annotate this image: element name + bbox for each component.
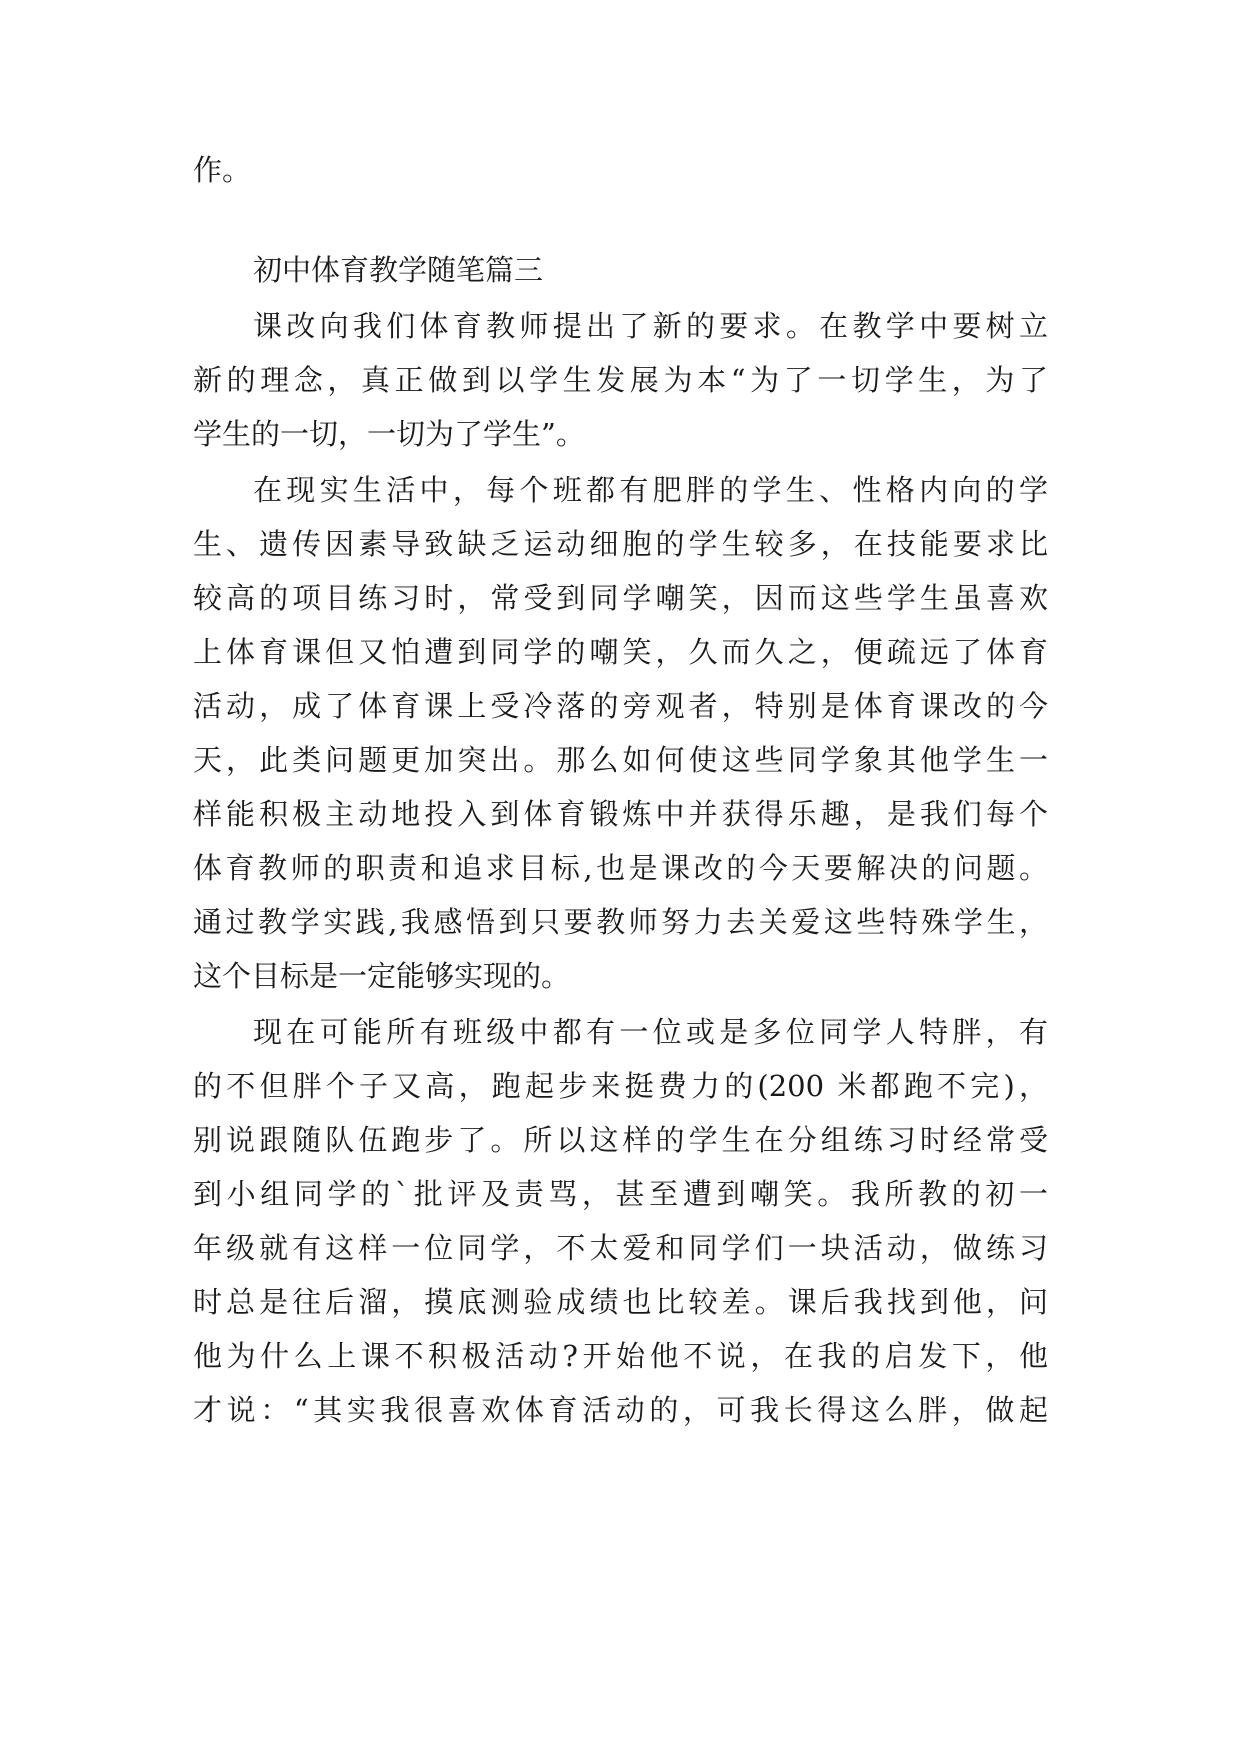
text-line: 新的理念，真正做到以学生发展为本“为了一切学生，为了 <box>193 363 1048 397</box>
section-heading: 初中体育教学随笔篇三 <box>253 253 544 287</box>
text-line: 时总是往后溜，摸底测验成绩也比较差。课后我找到他，问 <box>193 1285 1048 1319</box>
text-line: 才说：“其实我很喜欢体育活动的，可我长得这么胖，做起 <box>193 1393 1048 1427</box>
text-line: 作。 <box>193 153 252 187</box>
text-line: 上体育课但又怕遭到同学的嘲笑，久而久之，便疏远了体育 <box>193 635 1048 669</box>
text-line: 体育教师的职责和追求目标,也是课改的今天要解决的问题。 <box>193 851 1048 885</box>
text-line: 年级就有这样一位同学，不太爱和同学们一块活动，做练习 <box>193 1231 1048 1265</box>
text-line: 通过教学实践,我感悟到只要教师努力去关爱这些特殊学生， <box>193 905 1048 939</box>
text-line: 较高的项目练习时，常受到同学嘲笑，因而这些学生虽喜欢 <box>193 581 1048 615</box>
text-line: 到小组同学的`批评及责骂，甚至遭到嘲笑。我所教的初一 <box>193 1177 1048 1211</box>
text-line: 的不但胖个子又高，跑起步来挺费力的(200 米都跑不完)， <box>193 1069 1048 1103</box>
text-line: 生、遗传因素导致缺乏运动细胞的学生较多，在技能要求比 <box>193 527 1048 561</box>
text-line: 别说跟随队伍跑步了。所以这样的学生在分组练习时经常受 <box>193 1123 1048 1157</box>
text-line: 活动，成了体育课上受冷落的旁观者，特别是体育课改的今 <box>193 689 1048 723</box>
text-line: 样能积极主动地投入到体育锻炼中并获得乐趣，是我们每个 <box>193 797 1048 831</box>
text-line: 现在可能所有班级中都有一位或是多位同学人特胖，有 <box>253 1015 1048 1049</box>
text-line: 在现实生活中，每个班都有肥胖的学生、性格内向的学 <box>253 473 1048 507</box>
text-line: 这个目标是一定能够实现的。 <box>193 959 571 993</box>
text-line: 天，此类问题更加突出。那么如何使这些同学象其他学生一 <box>193 743 1048 777</box>
text-line: 学生的一切，一切为了学生”。 <box>193 417 585 451</box>
text-line: 课改向我们体育教师提出了新的要求。在教学中要树立 <box>253 309 1048 343</box>
text-line: 他为什么上课不积极活动?开始他不说，在我的启发下，他 <box>193 1339 1048 1373</box>
